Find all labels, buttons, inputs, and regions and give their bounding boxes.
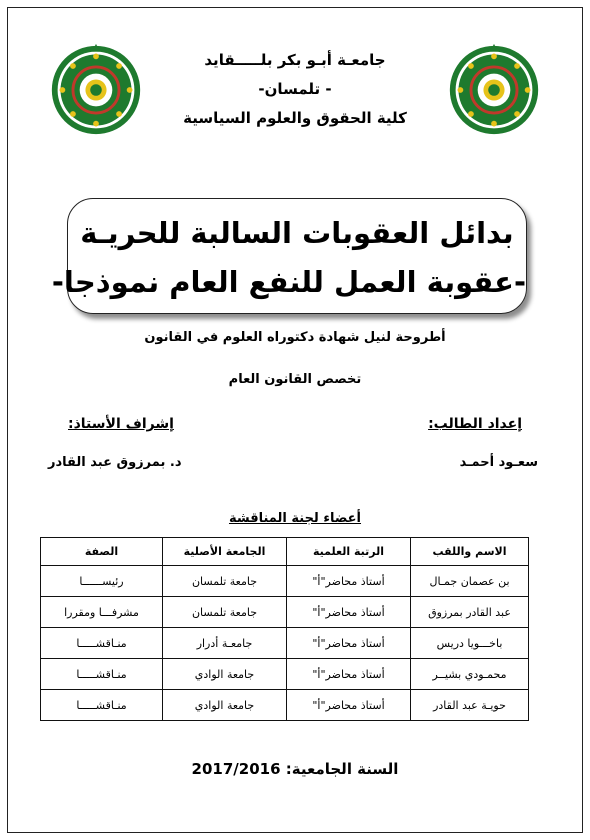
table-row (41, 690, 529, 721)
student-label: إعداد الطالب: (428, 416, 522, 432)
member-university: جامعة الوادي (163, 659, 287, 690)
academic-year-value: 2017/2016 (191, 760, 281, 778)
table-row (41, 628, 529, 659)
member-name: بن عصمان جمـال (411, 566, 529, 597)
committee-title: أعضاء لجنة المناقشة (228, 511, 362, 526)
member-role: منـاقشـــــا (41, 659, 163, 690)
member-university: جامعة الوادي (163, 690, 287, 721)
faculty-name: كلية الحقوق والعلوم السياسية (183, 109, 407, 127)
student-name: سعـود أحمـد (459, 455, 538, 470)
thesis-subtitle: أطروحة لنيل شهادة دكتوراه العلوم في القانون (144, 330, 446, 345)
university-name: جامعـة أبـو بكر بلـــــقايد (204, 51, 386, 69)
member-university: جامعة تلمسان (163, 597, 287, 628)
thesis-title-box (51, 198, 527, 314)
thesis-title-line2: -عقوبة العمل للنفع العام نموذجا- (51, 265, 526, 299)
column-header-university: الجامعة الأصلية (163, 538, 287, 566)
member-rank: أستاذ محاضر"أ" (287, 566, 411, 597)
column-header-name: الاسم واللقب (411, 538, 529, 566)
supervisor-label: إشراف الأستاذ: (68, 416, 174, 432)
member-role: مشرفـــا ومقررا (41, 597, 163, 628)
member-rank: أستاذ محاضر"أ" (287, 597, 411, 628)
member-name: حويـة عبد القادر (411, 690, 529, 721)
committee-table (40, 537, 529, 721)
member-role: منـاقشـــــا (41, 690, 163, 721)
university-seal-icon (48, 42, 144, 138)
column-header-role: الصفة (41, 538, 163, 566)
specialization: تخصص القانون العام (228, 372, 362, 387)
city-name: - تلمسان- (258, 80, 332, 98)
column-header-rank: الرتبة العلمية (287, 538, 411, 566)
member-rank: أستاذ محاضر"أ" (287, 628, 411, 659)
university-seal-icon (446, 42, 542, 138)
academic-year-label: السنة الجامعية: (285, 760, 399, 778)
member-university: جامعـة أدرار (163, 628, 287, 659)
table-row (41, 659, 529, 690)
member-rank: أستاذ محاضر"أ" (287, 690, 411, 721)
member-name: عبد القادر بمرزوق (411, 597, 529, 628)
member-name: باخـــويا دريس (411, 628, 529, 659)
table-row (41, 597, 529, 628)
member-rank: أستاذ محاضر"أ" (287, 659, 411, 690)
member-name: محمـودي بشيــر (411, 659, 529, 690)
member-university: جامعة تلمسان (163, 566, 287, 597)
university-header (150, 46, 440, 133)
supervisor-name: د. بمرزوق عبد القادر (48, 455, 182, 470)
member-role: منـاقشـــــا (41, 628, 163, 659)
table-header-row (41, 538, 529, 566)
table-row (41, 566, 529, 597)
member-role: رئيســــــا (41, 566, 163, 597)
academic-year (150, 760, 440, 778)
thesis-title-line1: بدائل العقوبات السالبة للحريـة (80, 216, 514, 250)
